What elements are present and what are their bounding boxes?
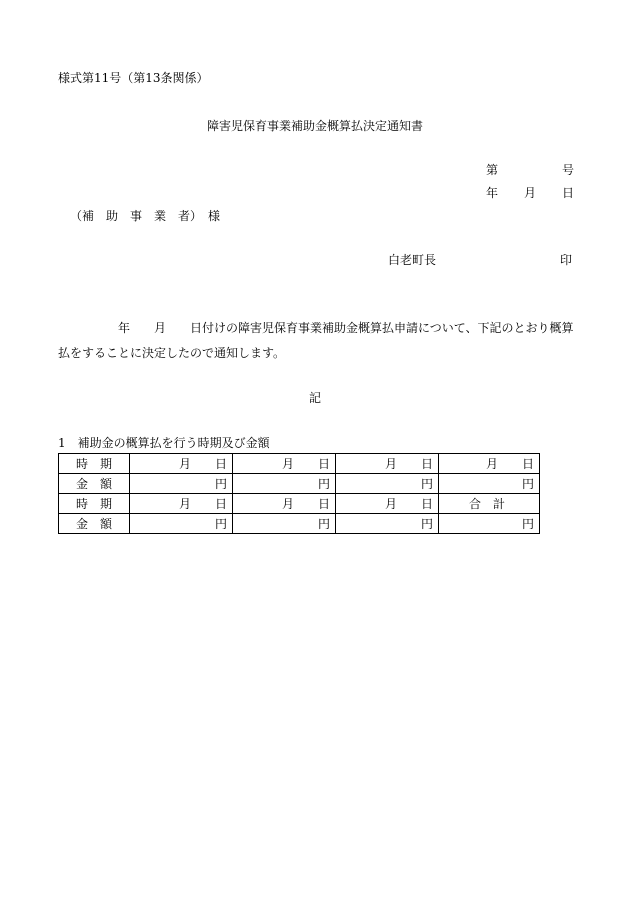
row-label: 時 期 [59,494,130,514]
amount-cell: 円 [233,514,336,534]
table-row [59,514,540,534]
amount-cell: 円 [233,474,336,494]
date-cell: 月 日 [233,494,336,514]
date-cell: 月 日 [336,494,439,514]
date-day: 日 [562,186,575,200]
document-title: 障害児保育事業補助金概算払決定通知書 [206,119,423,133]
date-cell: 月 日 [439,454,540,474]
table-row [59,494,540,514]
table-row [59,474,540,494]
amount-cell: 円 [336,514,439,534]
row-label: 時 期 [59,454,130,474]
recipient: （補 助 事 業 者） 様 [70,209,221,223]
doc-number-prefix: 第 [486,163,499,177]
date-cell: 月 日 [130,494,233,514]
date-month: 月 [524,186,537,200]
ki-heading: 記 [308,391,321,405]
section-heading: 1 補助金の概算払を行う時期及び金額 [58,436,270,450]
payment-schedule-table [58,453,540,534]
amount-cell: 円 [130,514,233,534]
body-text-line-2: 払をすることに決定したので通知します。 [58,346,286,360]
date-year: 年 [486,186,499,200]
date-cell: 月 日 [336,454,439,474]
table-row [59,454,540,474]
seal-mark: 印 [560,253,573,267]
issuer: 白老町長 [388,253,437,267]
amount-cell: 円 [336,474,439,494]
form-number: 様式第11号（第13条関係） [58,71,209,85]
row-label: 金 額 [59,474,130,494]
body-text-line-1: 年 月 日付けの障害児保育事業補助金概算払申請について、下記のとおり概算 [118,321,574,335]
doc-number-suffix: 号 [562,163,575,177]
amount-cell: 円 [130,474,233,494]
row-label: 金 額 [59,514,130,534]
date-cell: 月 日 [233,454,336,474]
amount-cell: 円 [439,474,540,494]
total-label: 合 計 [439,494,540,514]
total-amount-cell: 円 [439,514,540,534]
date-cell: 月 日 [130,454,233,474]
